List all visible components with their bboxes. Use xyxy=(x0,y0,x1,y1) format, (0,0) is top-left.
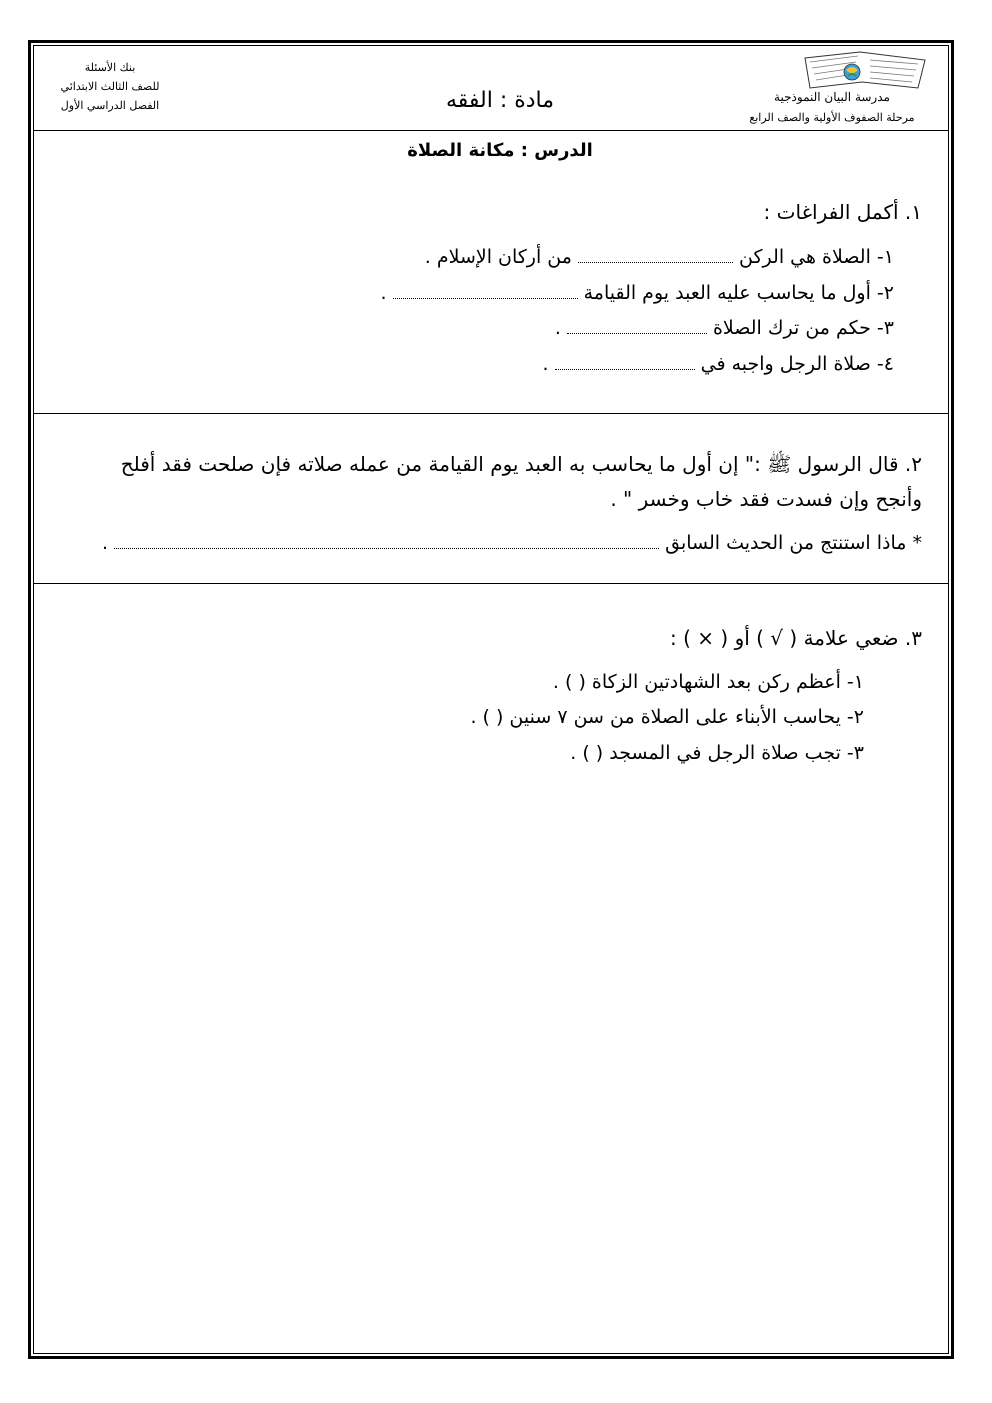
q1-item-1-after: من أركان الإسلام . xyxy=(424,246,572,268)
q2-answer-blank[interactable] xyxy=(114,542,659,549)
q2-prompt-end: . xyxy=(101,532,108,554)
q1-item-3-before: ٣- حكم من ترك الصلاة xyxy=(712,317,894,339)
q3-item-2[interactable]: ٢- يحاسب الأبناء على الصلاة من سن ٧ سنين ( ) . xyxy=(470,706,864,728)
header-left-block xyxy=(40,58,180,115)
q1-item-1-blank[interactable] xyxy=(578,256,733,263)
page-border-inner xyxy=(33,45,949,1354)
section-divider-2 xyxy=(33,583,949,584)
q1-item-2 xyxy=(380,282,894,304)
q1-item-2-blank[interactable] xyxy=(393,292,578,299)
school-logo-icon xyxy=(800,50,930,92)
school-stage: مرحلة الصفوف الأولية والصف الرابع xyxy=(749,111,915,124)
q3-item-3[interactable]: ٣- تجب صلاة الرجل في المسجد ( ) . xyxy=(570,742,864,764)
q1-item-1 xyxy=(425,246,894,268)
q2-hadith-line-1: ٢. قال الرسول ﷺ :" إن أول ما يحاسب به العبد يوم القيامة من عمله صلاته فإن صلحت فقد أفلح xyxy=(120,452,922,476)
school-name: مدرسة البيان النموذجية xyxy=(774,90,890,104)
q1-item-4-before: ٤- صلاة الرجل واجبه في xyxy=(700,353,894,375)
header-divider xyxy=(33,130,949,131)
q1-item-3-after: . xyxy=(554,317,561,339)
header-left-line-1: بنك الأسئلة xyxy=(84,61,136,74)
q2-hadith-line-2: وأنجح وإن فسدت فقد خاب وخسر " . xyxy=(610,487,922,511)
lesson-title: الدرس : مكانة الصلاة xyxy=(407,140,593,161)
q1-title: ١. أكمل الفراغات : xyxy=(763,200,922,224)
q2-prompt: * ماذا استنتج من الحديث السابق xyxy=(665,532,922,554)
q1-item-2-before: ٢- أول ما يحاسب عليه العبد يوم القيامة xyxy=(583,282,894,304)
q1-item-4-after: . xyxy=(542,353,549,375)
q1-item-2-after: . xyxy=(380,282,387,304)
subject-title: مادة : الفقه xyxy=(445,88,555,113)
q3-item-1[interactable]: ١- أعظم ركن بعد الشهادتين الزكاة ( ) . xyxy=(552,671,864,693)
header-left-line-3: الفصل الدراسي الأول xyxy=(60,99,160,112)
q1-item-4-blank[interactable] xyxy=(555,363,695,370)
q2-prompt-line xyxy=(102,532,922,554)
q1-item-4 xyxy=(542,353,894,375)
section-divider-1 xyxy=(33,413,949,414)
header-left-line-2: للصف الثالث الابتدائي xyxy=(60,80,160,93)
q1-item-3 xyxy=(555,317,894,339)
q1-item-3-blank[interactable] xyxy=(567,327,707,334)
q3-title: ٣. ضعي علامة ( √ ) أو ( × ) : xyxy=(670,626,922,650)
q1-item-1-before: ١- الصلاة هي الركن xyxy=(739,246,894,268)
